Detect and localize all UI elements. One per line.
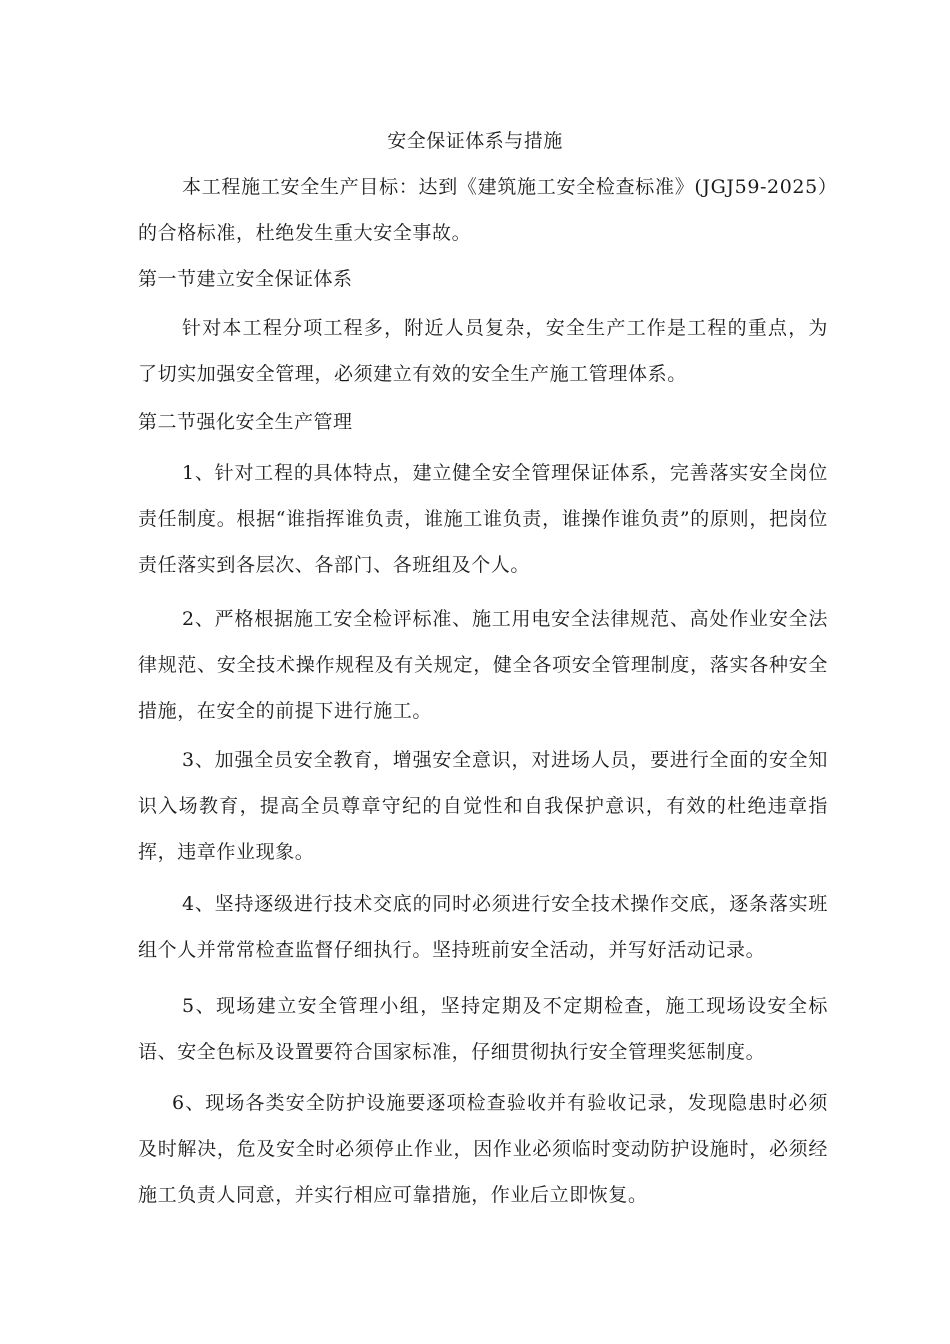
section-1-heading: 第一节建立安全保证体系 <box>138 268 353 290</box>
section-2-heading: 第二节强化安全生产管理 <box>138 411 353 433</box>
list-item-1: 1、针对工程的具体特点，建立健全安全管理保证体系，完善落实安全岗位责任制度。根据“谁指挥谁负责，谁施工谁负责，谁操作谁负责”的原则，把岗位责任落实到各层次、各部门、各班组及个人。 <box>138 462 828 576</box>
section-1-body: 针对本工程分项工程多，附近人员复杂，安全生产工作是工程的重点，为了切实加强安全管理，必须建立有效的安全生产施工管理体系。 <box>138 317 828 385</box>
list-item-6: 6、现场各类安全防护设施要逐项检查验收并有验收记录，发现隐患时必须及时解决，危及安全时必须停止作业，因作业必须临时变动防护设施时，必须经施工负责人同意，并实行相应可靠措施，作业后立即恢复。 <box>138 1092 828 1206</box>
list-item-4: 4、坚持逐级进行技术交底的同时必须进行安全技术操作交底，逐条落实班组个人并常常检查监督仔细执行。坚持班前安全活动，并写好活动记录。 <box>138 893 828 961</box>
document-title: 安全保证体系与措施 <box>387 130 563 152</box>
list-item-5: 5、现场建立安全管理小组，坚持定期及不定期检查，施工现场设安全标语、安全色标及设置要符合国家标准，仔细贯彻执行安全管理奖惩制度。 <box>138 995 828 1063</box>
intro-paragraph: 本工程施工安全生产目标：达到《建筑施工安全检查标准》(JGJ59-2025）的合格标准，杜绝发生重大安全事故。 <box>138 176 828 244</box>
list-item-2: 2、严格根据施工安全检评标准、施工用电安全法律规范、高处作业安全法律规范、安全技术操作规程及有关规定，健全各项安全管理制度，落实各种安全措施，在安全的前提下进行施工。 <box>138 608 828 722</box>
list-item-3: 3、加强全员安全教育，增强安全意识，对进场人员，要进行全面的安全知识入场教育，提高全员尊章守纪的自觉性和自我保护意识，有效的杜绝违章指挥，违章作业现象。 <box>138 749 828 863</box>
